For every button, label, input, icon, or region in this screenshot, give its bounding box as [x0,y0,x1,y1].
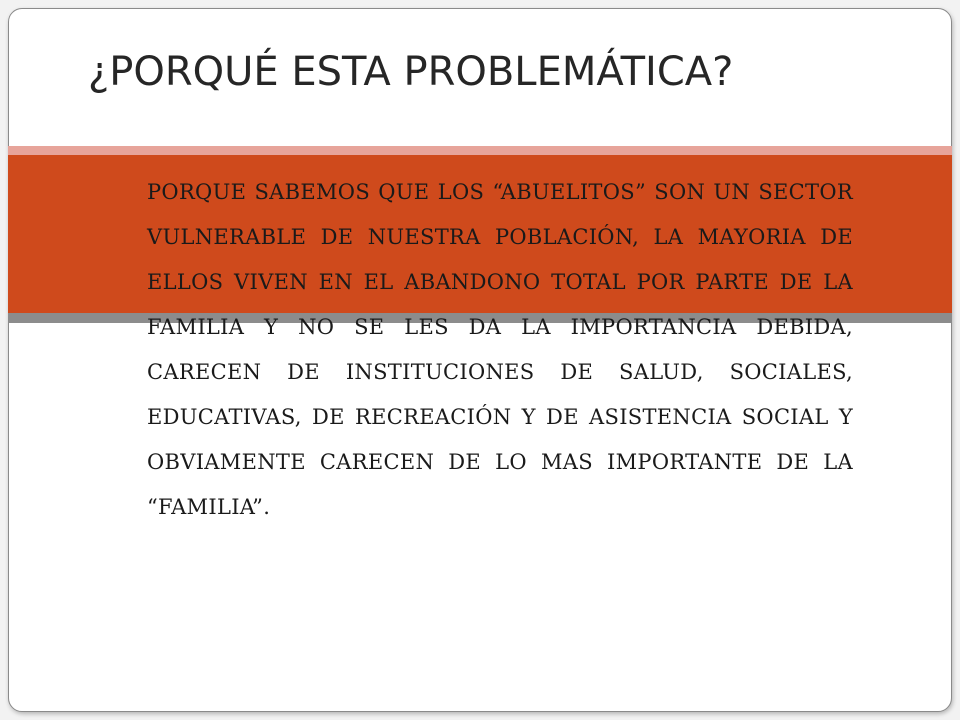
slide-title: ¿PORQUÉ ESTA PROBLEMÁTICA? [88,49,734,95]
slide-body-text: PORQUE SABEMOS QUE LOS “ABUELITOS” SON UN SECTOR VULNERABLE DE NUESTRA POBLACIÓN, LA MAYORIA DE ELLOS VIVEN EN EL ABANDONO TOTAL POR PARTE DE LA FAMILIA Y NO SE LES DA LA IMPORTANCIA DEBIDA, CARECEN DE INSTITUCIONES DE SALUD, SOCIALES, EDUCATIVAS, DE RECREACIÓN Y DE ASISTENCIA SOCIAL Y OBVIAMENTE CARECEN DE LO MAS IMPORTANTE DE LA “FAMILIA”. [147,180,853,519]
accent-band-top [8,146,952,155]
